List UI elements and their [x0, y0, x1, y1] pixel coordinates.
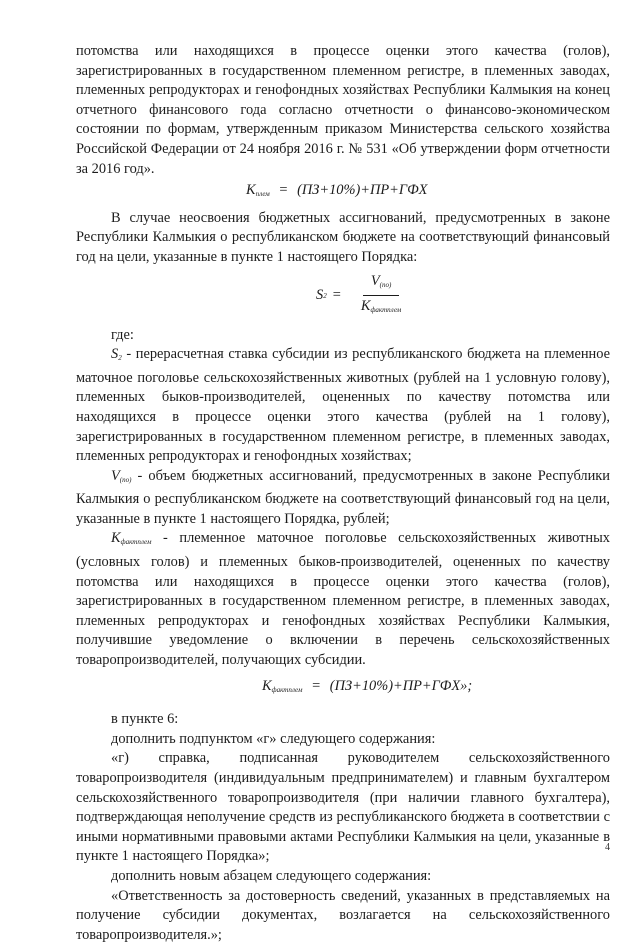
definition-s2	[76, 345, 610, 467]
formula-subscript: плем	[255, 190, 270, 199]
definition-text: - племенное маточное поголовье сельскохозяйственных животных (условных голов) и племенных быков-производителей, оцененных по качеству потомства или находящихся в процессе оценки этого качества (голов), зарегистрированных в государственном племенном регистре, в племенных заводах, племенных репродукторах и генофондных хозяйствах Республики Калмыкия, получившие уведомление о включении в перечень сельскохозяйственных товаропроизводителей, получающих субсидии.	[76, 530, 610, 669]
formula-subscript: 2	[323, 291, 327, 300]
equals-sign: =	[332, 287, 341, 304]
definition-symbol: S	[111, 346, 119, 363]
definition-subscript: 2	[118, 354, 122, 363]
where-label: где:	[111, 326, 134, 343]
definition-symbol: K	[111, 530, 121, 547]
formula-subscript: (по)	[379, 281, 392, 290]
definition-text: - перерасчетная ставка субсидии из республиканского бюджета на племенное маточное поголовье сельскохозяйственных животных (рублей на 1 условную голову), племенных быков-производителей, оцененных по качеству потомства или находящихся в процессе оценки этого качества (рублей на 1 голову), зарегистрированных в государственном племенном регистре, в племенных заводах, племенных репродукторах и генофондных хозяйствах;	[76, 346, 610, 465]
formula-symbol: V	[370, 273, 380, 290]
formula-expression: (ПЗ+10%)+ПР+ГФХ	[297, 182, 428, 199]
paragraph-unspent-budget: В случае неосвоения бюджетных ассигнований, предусмотренных в законе Республики Калмыкия о республиканском бюджете на соответствующий финансовый год на цели, указанные в пункте 1 настоящего Порядка:	[76, 209, 610, 265]
fraction-numerator	[363, 273, 399, 296]
paragraph-subitem-g: «г) справка, подписанная руководителем сельскохозяйственного товаропроизводителя (индивидуальным предпринимателем) и главным бухгалтером сельскохозяйственного товаропроизводителя (при наличии главного бухгалтера), подтверждающая неполучение средств из республиканского бюджета в соответствии с иными нормативными правовыми актами Республики Калмыкия на цели, указанные в пункте 1 настоящего Порядка»;	[76, 750, 610, 865]
definition-text: - объем бюджетных ассигнований, предусмотренных в законе Республики Калмыкия о республиканском бюджете на соответствующий финансовый год на цели, указанные в пункте 1 настоящего Порядка, рублей;	[76, 467, 610, 527]
paragraph-item-6: в пункте 6:	[111, 711, 179, 728]
paragraph-add-subitem-g: дополнить подпунктом «г» следующего содержания:	[111, 730, 436, 747]
formula-k-factplem	[76, 677, 610, 701]
formula-k-plem	[76, 181, 610, 205]
formula-s2	[76, 274, 610, 318]
formula-symbol: K	[262, 677, 272, 694]
paragraph-responsibility: «Ответственность за достоверность сведений, указанных в представляемых на получение субсидии документах, возлагается на сельскохозяйственного товаропроизводителя.»;	[76, 887, 610, 943]
formula-symbol: K	[246, 182, 256, 199]
fraction	[353, 273, 409, 318]
formula-symbol: S	[316, 287, 324, 304]
formula-subscript: фактплем	[271, 685, 303, 694]
definition-subscript: (по)	[119, 475, 132, 484]
definition-symbol: V	[111, 467, 120, 484]
formula-subscript: фактплем	[370, 306, 402, 315]
equals-sign: =	[279, 182, 288, 199]
definition-k	[76, 529, 610, 670]
page-number: 4	[605, 842, 610, 853]
equals-sign: =	[312, 677, 321, 694]
formula-expression: (ПЗ+10%)+ПР+ГФХ»;	[329, 677, 473, 694]
definition-v	[76, 467, 610, 530]
definition-subscript: фактплем	[120, 538, 152, 547]
paragraph-add-new: дополнить новым абзацем следующего содержания:	[111, 867, 432, 884]
paragraph-continuation: потомства или находящихся в процессе оценки этого качества (голов), зарегистрированных в государственном племенном регистре, в племенных заводах, племенных репродукторах и генофондных хозяйствах Республики Калмыкия на конец отчетного финансового года согласно отчетности о финансово-экономическом состоянии по формам, утвержденным приказом Министерства сельского хозяйства Российской Федерации от 24 ноября 2016 г. № 531 «Об утверждении форм отчетности за 2016 год».	[76, 43, 610, 177]
formula-symbol: K	[360, 298, 371, 315]
fraction-denominator	[353, 296, 409, 318]
